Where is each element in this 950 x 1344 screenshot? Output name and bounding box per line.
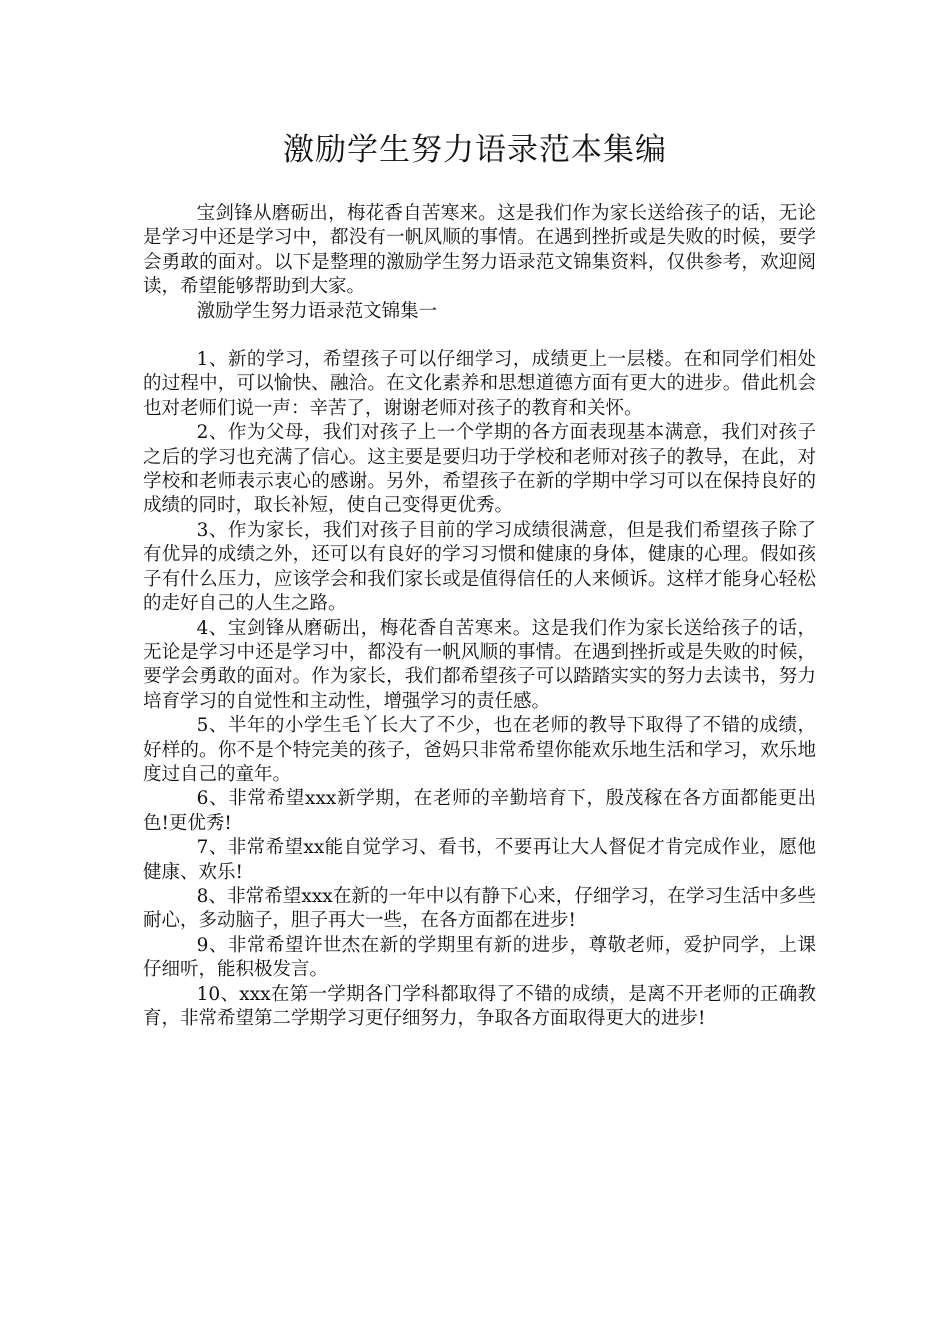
document-title: 激励学生努力语录范本集编	[283, 132, 667, 168]
list-item-2: 2、作为父母，我们对孩子上一个学期的各方面表现基本满意，我们对孩子之后的学习也充满了信心。这主要是要归功于学校和老师对孩子的教导，在此，对学校和老师表示衷心的感谢。另外，希望孩子在新的学期中学习可以在保持良好的成绩的同时，取长补短，使自己变得更优秀。	[143, 422, 816, 517]
list-item-4: 4、宝剑锋从磨砺出，梅花香自苦寒来。这是我们作为家长送给孩子的话，无论是学习中还是学习中，都没有一帆风顺的事情。在遇到挫折或是失败的时候，要学会勇敢的面对。作为家长，我们都希望孩子可以踏踏实实的努力去读书，努力培育学习的自觉性和主动性，增强学习的责任感。	[143, 617, 816, 712]
list-item-8: 8、非常希望xxx在新的一年中以有静下心来，仔细学习，在学习生活中多些耐心，多动脑子，胆子再大一些，在各方面都在进步!	[143, 885, 816, 932]
intro-paragraph: 宝剑锋从磨砺出，梅花香自苦寒来。这是我们作为家长送给孩子的话，无论是学习中还是学习中，都没有一帆风顺的事情。在遇到挫折或是失败的时候，要学会勇敢的面对。以下是整理的激励学生努力语录范文锦集资料，仅供参考，欢迎阅读，希望能够帮助到大家。	[143, 203, 816, 298]
list-item-3: 3、作为家长，我们对孩子目前的学习成绩很满意，但是我们希望孩子除了有优异的成绩之外，还可以有良好的学习习惯和健康的身体，健康的心理。假如孩子有什么压力，应该学会和我们家长或是值得信任的人来倾诉。这样才能身心轻松的走好自己的人生之路。	[143, 519, 816, 615]
list-item-10: 10、xxx在第一学期各门学科都取得了不错的成绩，是离不开老师的正确教育，非常希望第二学期学习更仔细努力，争取各方面取得更大的进步!	[143, 983, 816, 1029]
list-item-7: 7、非常希望xx能自觉学习、看书，不要再让大人督促才肯完成作业，愿他健康、欢乐!	[143, 837, 816, 883]
list-item-5: 5、半年的小学生毛丫长大了不少，也在老师的教导下取得了不错的成绩，好样的。你不是个特完美的孩子，爸妈只非常希望你能欢乐地生活和学习，欢乐地度过自己的童年。	[143, 715, 816, 785]
blank-line	[143, 324, 816, 348]
list-item-9: 9、非常希望许世杰在新的学期里有新的进步，尊敬老师，爱护同学，上课仔细听，能积极发言。	[143, 934, 816, 981]
section-heading: 激励学生努力语录范文锦集一	[196, 300, 438, 322]
list-item-1: 1、新的学习，希望孩子可以仔细学习，成绩更上一层楼。在和同学们相处的过程中，可以愉快、融洽。在文化素养和思想道德方面有更大的进步。借此机会也对老师们说一声：辛苦了，谢谢老师对孩子的教育和关怀。	[143, 349, 816, 419]
document-body	[143, 202, 816, 1031]
list-item-6: 6、非常希望xxx新学期，在老师的辛勤培育下，殷茂稼在各方面都能更出色!更优秀!	[143, 788, 816, 834]
